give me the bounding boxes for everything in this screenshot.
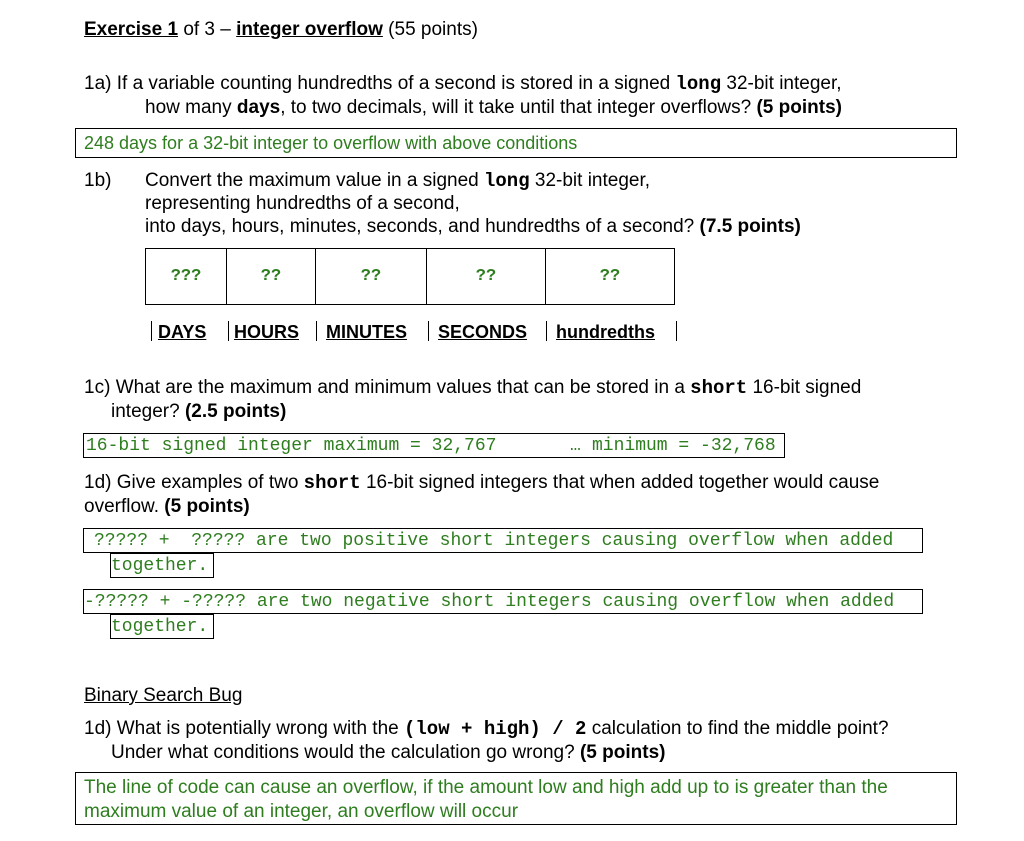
label-hours: HOURS: [234, 322, 300, 342]
question-1d-text-3: overflow.: [84, 496, 159, 517]
question-1a-line2: [145, 96, 842, 119]
code-long: long: [675, 73, 722, 95]
question-1c-text-1: What are the maximum and minimum values that can be stored in a: [115, 377, 685, 398]
question-1d-line2: [84, 495, 250, 518]
label-hundredths: hundredths: [556, 322, 655, 342]
label-divider: [428, 321, 429, 341]
question-1c-line2: [111, 400, 286, 423]
binary-question-text-3: Under what conditions would the calculation go wrong?: [111, 742, 575, 763]
question-1a-points: (5 points): [756, 97, 842, 118]
question-1a-days: days: [236, 97, 281, 118]
answer-binary-line2: maximum value of an integer, an overflow will occur: [84, 801, 519, 822]
exercise-topic: integer overflow: [236, 19, 383, 40]
binary-search-heading: [84, 684, 242, 707]
hundredths-cell[interactable]: ??: [546, 249, 675, 305]
exercise-count: of 3 –: [183, 19, 231, 40]
answer-binary-box[interactable]: [75, 772, 957, 825]
binary-question-text-1: What is potentially wrong with the: [116, 718, 399, 739]
question-1b-line1: [145, 169, 650, 193]
question-1c-text-3: integer?: [111, 401, 180, 422]
binary-question-number: 1d): [84, 718, 112, 739]
binary-search-heading-text: Binary Search Bug: [84, 685, 243, 706]
answer-1c-box[interactable]: [83, 433, 785, 458]
exercise-title: [84, 18, 478, 41]
question-1c-points: (2.5 points): [184, 401, 287, 422]
question-1b-text-1: Convert the maximum value in a signed: [145, 170, 479, 191]
question-1a-text-2: 32-bit integer,: [726, 73, 842, 94]
answer-1a-box[interactable]: [75, 128, 957, 158]
code-short: short: [690, 377, 748, 399]
seconds-cell[interactable]: ??: [427, 249, 546, 305]
question-1a-number: 1a): [84, 73, 112, 94]
answer-1a-text: 248 days for a 32-bit integer to overflow with above conditions: [84, 133, 578, 153]
question-1b-text-2: 32-bit integer,: [534, 170, 651, 191]
days-cell[interactable]: ???: [146, 249, 227, 305]
label-divider: [676, 321, 677, 341]
answer-1d-negative-box-2[interactable]: [110, 614, 214, 639]
question-1a-text-3: how many: [145, 97, 232, 118]
exercise-label: Exercise 1: [84, 19, 179, 40]
exercise-points: (55 points): [388, 19, 478, 40]
answer-1d-negative-line2: together.: [111, 617, 209, 637]
answer-1c-min: minimum = -32,768: [592, 436, 776, 456]
binary-question-points: (5 points): [579, 742, 666, 763]
hours-cell[interactable]: ??: [227, 249, 316, 305]
question-1b-line2: representing hundredths of a second,: [145, 193, 460, 214]
question-1b-text-3: into days, hours, minutes, seconds, and hundredths of a second?: [145, 216, 695, 237]
answer-1d-positive-box-2[interactable]: [110, 553, 214, 578]
answer-1d-positive-line1: ????? + ????? are two positive short integers causing overflow when added: [94, 531, 894, 551]
binary-question-text-2: calculation to find the middle point?: [591, 718, 889, 739]
question-1b-line3: [145, 215, 801, 238]
question-1a-text: If a variable counting hundredths of a second is stored in a signed: [116, 73, 671, 94]
label-divider: [546, 321, 547, 341]
answer-1d-positive-box[interactable]: [83, 528, 923, 553]
label-seconds: SECONDS: [438, 322, 528, 342]
code-short-1d: short: [303, 472, 361, 494]
question-1c-text-2: 16-bit signed: [752, 377, 862, 398]
question-1c-line1: [84, 376, 861, 400]
label-days: DAYS: [158, 322, 207, 342]
minutes-cell[interactable]: ??: [316, 249, 427, 305]
answer-1c-ellipsis: …: [570, 436, 581, 456]
answer-1d-positive-line2: together.: [111, 556, 209, 576]
question-1d-text-2: 16-bit signed integers that when added together would cause: [365, 472, 880, 493]
question-1a-line1: [84, 72, 842, 96]
answer-1d-negative-line1: -????? + -????? are two negative short integers causing overflow when added: [84, 592, 895, 612]
question-1a-text-4: , to two decimals, will it take until that integer overflows?: [280, 97, 752, 118]
question-1b-number: 1b): [84, 170, 112, 191]
label-minutes: MINUTES: [326, 322, 407, 342]
code-long-1b: long: [484, 170, 530, 192]
answer-1c-max: 16-bit signed integer maximum = 32,767: [86, 436, 497, 456]
code-midpoint: (low + high) / 2: [404, 718, 587, 740]
question-1d-line1: [84, 471, 879, 495]
question-1d-points: (5 points): [164, 496, 250, 517]
label-divider: [228, 321, 229, 341]
answer-1d-negative-box[interactable]: [83, 589, 923, 614]
question-1d-text-1: Give examples of two: [116, 472, 299, 493]
question-1c-number: 1c): [84, 377, 111, 398]
binary-question-line1: [84, 717, 889, 741]
time-labels-row: [151, 321, 678, 341]
label-divider: [316, 321, 317, 341]
question-1d-number: 1d): [84, 472, 112, 493]
answer-binary-line1: The line of code can cause an overflow, if the amount low and high add up to is greater than the: [84, 777, 888, 798]
question-1b-points: (7.5 points): [699, 216, 801, 237]
binary-question-line2: [111, 741, 665, 764]
time-breakdown-table: [145, 248, 675, 305]
